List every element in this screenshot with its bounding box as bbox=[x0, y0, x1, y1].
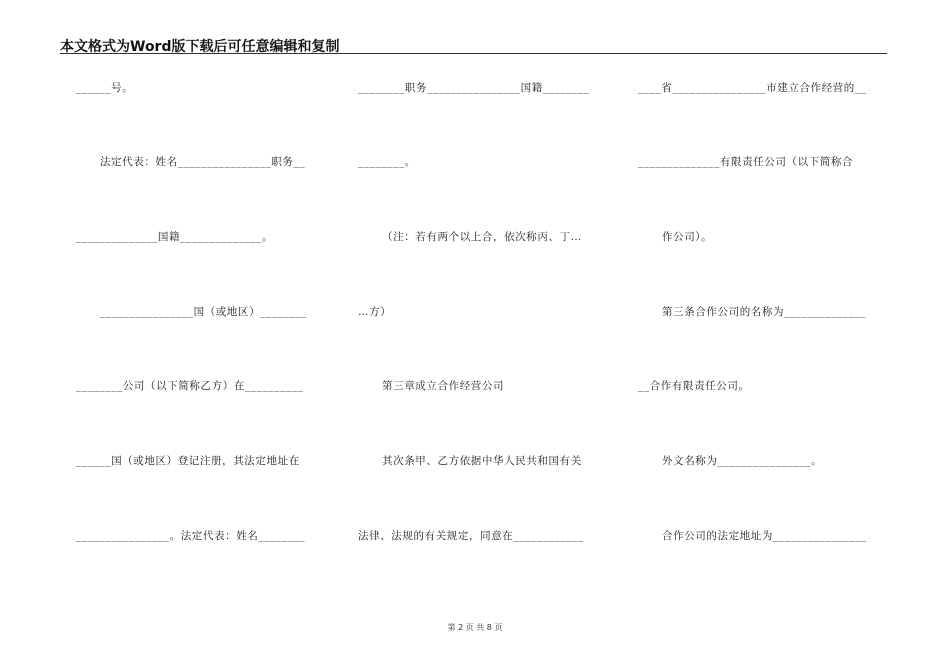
header-divider bbox=[60, 53, 887, 54]
col2-line-1: ________职务________________国籍________ bbox=[358, 82, 590, 94]
col1-line-4: ________________国（或地区）________ bbox=[100, 306, 307, 318]
col1-line-7: ________________。法定代表：姓名________ bbox=[76, 530, 306, 542]
col3-line-4: 第三条合作公司的名称为______________ bbox=[662, 306, 866, 318]
col3-line-2: ______________有限责任公司（以下简称合 bbox=[638, 156, 854, 168]
col1-line-5: ________公司（以下简称乙方）在__________ bbox=[76, 380, 304, 392]
col1-line-2: 法定代表：姓名________________职务__ bbox=[100, 156, 306, 168]
col3-line-6: 外文名称为________________。 bbox=[662, 455, 823, 467]
col2-chapter-heading: 第三章成立合作经营公司 bbox=[382, 380, 505, 392]
col3-line-7: 合作公司的法定地址为________________ bbox=[662, 530, 867, 542]
page-number-footer: 第 2 页 共 8 页 bbox=[447, 623, 503, 632]
col2-line-7: 法律、法规的有关规定，同意在____________ bbox=[358, 530, 584, 542]
col3-line-5: __合作有限责任公司。 bbox=[638, 380, 750, 392]
col2-line-3: （注：若有两个以上合，依次称丙、丁… bbox=[382, 231, 582, 243]
col2-line-2: ________。 bbox=[358, 156, 416, 168]
col2-line-6: 其次条甲、乙方依据中华人民共和国有关 bbox=[382, 455, 582, 467]
col1-line-1: ______号。 bbox=[76, 82, 134, 94]
col1-line-6: ______国（或地区）登记注册，其法定地址在 bbox=[76, 455, 300, 467]
col3-line-1: ____省________________市建立合作经营的__ bbox=[638, 82, 867, 94]
col1-line-3: ______________国籍______________。 bbox=[76, 231, 274, 243]
col2-line-4: …方） bbox=[358, 306, 392, 318]
col3-line-3: 作公司）。 bbox=[662, 231, 713, 243]
document-header-title: 本文格式为Word版下载后可任意编辑和复制 bbox=[60, 39, 340, 55]
